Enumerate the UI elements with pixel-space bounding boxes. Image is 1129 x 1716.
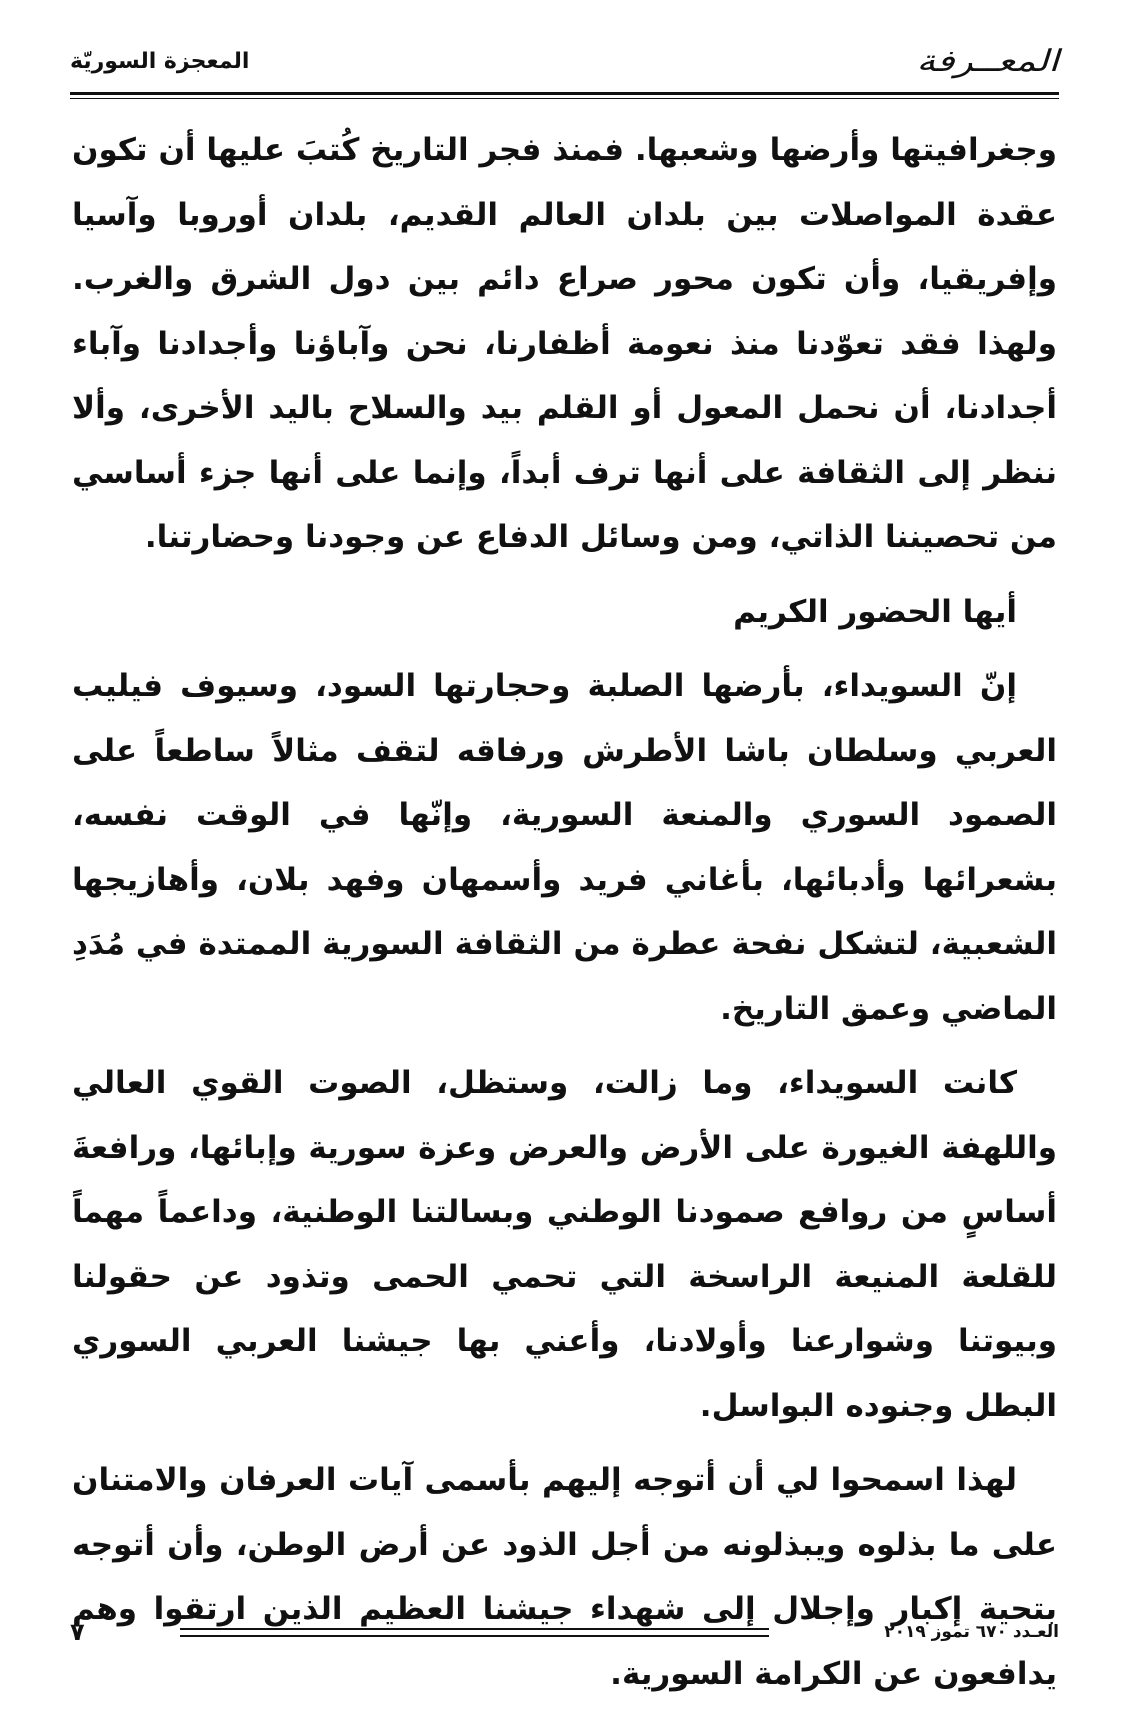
footer-rule-bottom xyxy=(180,1635,769,1637)
page-number: ٧ xyxy=(70,1618,85,1646)
address-heading: أيها الحضور الكريم xyxy=(733,593,1017,630)
footer-rule-top xyxy=(180,1628,769,1630)
header-rule-thick xyxy=(70,92,1059,95)
page-header xyxy=(70,38,1059,84)
paragraph-1: وجغرافيتها وأرضها وشعبها. فمنذ فجر التاريخ كُتبَ عليها أن تكون عقدة المواصلات بين بلدان العالم القديم، بلدان أوروبا وآسيا وإفريقيا، وأن تكون محور صراع دائم بين دول الشرق والغرب. ولهذا فقد تعوّدنا منذ نعومة أظفارنا، نحن وآباؤنا وأجدادنا وآباء أجدادنا، أن نحمل المعول أو القلم بيد والسلاح باليد الأخرى، وألا ننظر إلى الثقافة على أنها ترف أبداً، وإنما على أنها جزء أساسي من تحصيننا الذاتي، ومن وسائل الدفاع عن وجودنا وحضارتنا. xyxy=(72,132,1057,555)
header-rule-thin xyxy=(70,98,1059,99)
magazine-logo: المعــرفة xyxy=(916,43,1059,79)
footer-rule xyxy=(180,1628,769,1637)
paragraph-3: كانت السويداء، وما زالت، وستظل، الصوت القوي العالي واللهفة الغيورة على الأرض والعرض وعزة سورية وإبائها، ورافعةَ أساسٍ من روافع صمودنا الوطني وبسالتنا الوطنية، وداعماً مهماً للقلعة المنيعة الراسخة التي تحمي الحمى وتذود عن حقولنا وبيوتنا وشوارعنا وأولادنا، وأعني بها جيشنا العربي السوري البطل وجنوده البواسل. xyxy=(72,1065,1057,1424)
running-title: المعجزة السوريّة xyxy=(70,48,250,74)
article-body xyxy=(72,118,1057,1716)
paragraph-2: إنّ السويداء، بأرضها الصلبة وحجارتها السود، وسيوف فيليب العربي وسلطان باشا الأطرش ورفاقه لتقف مثالاً ساطعاً على الصمود السوري والمنعة السورية، وإنّها في الوقت نفسه، بشعرائها وأدبائها، بأغاني فريد وأسمهان وفهد بلان، وأهازيجها الشعبية، لتشكل نفحة عطرة من الثقافة السورية الممتدة في مُدَدِ الماضي وعمق التاريخ. xyxy=(72,668,1057,1027)
paragraph-4: لهذا اسمحوا لي أن أتوجه إليهم بأسمى آيات العرفان والامتنان على ما بذلوه ويبذلونه من أجل الذود عن أرض الوطن، وأن أتوجه بتحية إكبار وإجلال إلى شهداء جيشنا العظيم الذين ارتقوا وهم يدافعون عن الكرامة السورية. xyxy=(72,1462,1057,1692)
page-footer xyxy=(70,1618,1059,1658)
issue-info: العـدد ٦٧٠ تموز ٢٠١٩ xyxy=(884,1622,1059,1642)
